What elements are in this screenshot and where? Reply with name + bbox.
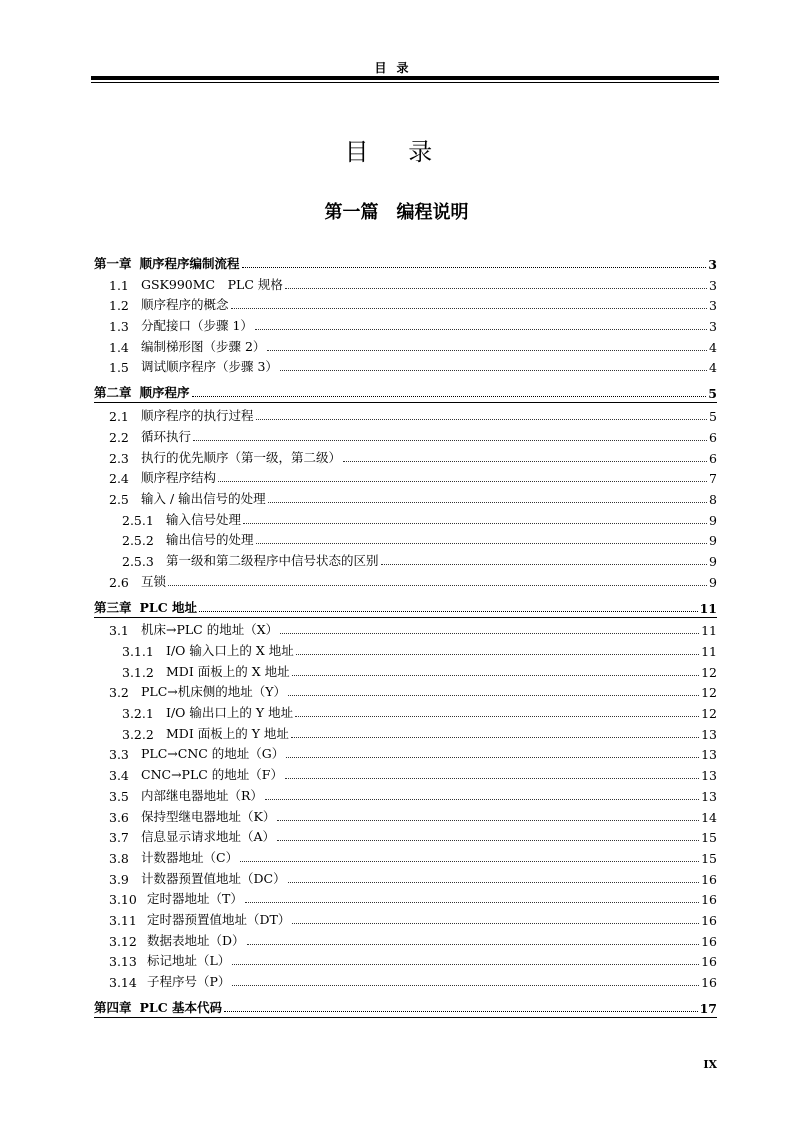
toc-entry[interactable] <box>94 507 717 528</box>
toc-dot-leader <box>268 502 707 503</box>
toc-entry-title: 顺序程序结构 <box>141 470 217 486</box>
toc-entry-number: 1.3 <box>109 319 129 335</box>
toc-entry[interactable] <box>94 887 717 908</box>
toc-dot-leader <box>232 985 699 986</box>
toc-entry[interactable] <box>94 928 717 949</box>
toc-entry-page: 12 <box>701 706 717 722</box>
toc-dot-leader <box>168 585 707 586</box>
toc-entry-title: 计数器预置值地址（DC） <box>141 870 286 886</box>
toc-entry-page: 3 <box>709 319 717 335</box>
toc-entry-title: 顺序程序编制流程 <box>139 256 240 271</box>
toc-entry-title: 子程序号（P） <box>147 974 231 989</box>
toc-entry-page: 7 <box>709 471 717 487</box>
toc-entry-number: 3.14 <box>109 975 137 990</box>
toc-entry-page: 6 <box>709 429 717 445</box>
toc-entry[interactable] <box>94 334 717 355</box>
toc-entry-title: 输入信号处理 <box>166 511 242 527</box>
toc-dot-leader <box>280 633 699 634</box>
toc-entry-page: 15 <box>701 850 717 866</box>
toc-dot-leader <box>292 923 699 924</box>
toc-entry-number: 3.2.2 <box>122 726 154 742</box>
toc-entry-title: 顺序程序 <box>139 385 190 401</box>
toc-entry-number: 3.12 <box>109 933 137 949</box>
toc-entry-page: 9 <box>709 512 717 528</box>
toc-entry-page: 4 <box>709 339 717 355</box>
toc-entry-page: 16 <box>701 892 717 908</box>
toc-dot-leader <box>243 523 707 524</box>
toc-dot-leader <box>218 481 707 482</box>
toc-entry[interactable] <box>94 825 717 846</box>
toc-dot-leader <box>285 288 707 289</box>
toc-entry[interactable] <box>94 313 717 334</box>
toc-dot-leader <box>224 1011 698 1012</box>
toc-entry-number: 3.6 <box>109 809 129 825</box>
toc-entry[interactable] <box>94 907 717 928</box>
toc-entry-number: 2.5.1 <box>122 512 154 528</box>
toc-dot-leader <box>285 778 699 779</box>
toc-entry[interactable] <box>94 403 717 424</box>
toc-entry-page: 9 <box>709 574 717 590</box>
toc-dot-leader <box>288 695 699 696</box>
toc-entry-page: 6 <box>709 450 717 466</box>
toc-entry[interactable] <box>94 680 717 701</box>
toc-dot-leader <box>296 654 699 655</box>
toc-entry-page: 15 <box>701 830 717 846</box>
toc-entry-number: 3.1 <box>109 623 129 639</box>
toc-entry-page: 17 <box>699 1001 717 1016</box>
toc-entry[interactable] <box>94 618 717 639</box>
toc-entry-number: 1.5 <box>109 360 129 376</box>
toc-entry[interactable] <box>94 721 717 742</box>
toc-entry-page: 3 <box>709 298 717 314</box>
toc-entry-number: 2.1 <box>109 409 129 425</box>
toc-dot-leader <box>192 396 707 397</box>
toc-entry-page: 16 <box>701 933 717 949</box>
toc-entry-title: 计数器地址（C） <box>141 849 239 865</box>
toc-entry-page: 11 <box>701 644 717 659</box>
toc-dot-leader <box>256 543 708 544</box>
toc-dot-leader <box>256 419 708 420</box>
toc-entry-page: 8 <box>709 491 717 507</box>
toc-dot-leader <box>292 675 700 676</box>
toc-dot-leader <box>242 267 707 268</box>
toc-entry-page: 5 <box>708 386 717 402</box>
toc-entry-number: 3.13 <box>109 954 137 970</box>
toc-entry-title: 标记地址（L） <box>147 953 231 969</box>
toc-entry-title: CNC→PLC 的地址（F） <box>141 767 283 783</box>
toc-entry-number: 第二章 <box>94 385 132 401</box>
toc-entry[interactable] <box>94 845 717 866</box>
toc-entry-title: 互锁 <box>141 573 167 589</box>
toc-entry-title: 编制梯形图（步骤 2） <box>141 338 266 354</box>
toc-entry-page: 13 <box>701 788 717 804</box>
toc-chapter-entry[interactable] <box>94 248 717 272</box>
toc-entry[interactable] <box>94 742 717 763</box>
toc-dot-leader <box>265 799 699 800</box>
toc-dot-leader <box>247 944 700 945</box>
toc-entry-number: 3.7 <box>109 830 129 846</box>
toc-entry[interactable] <box>94 466 717 487</box>
toc-dot-leader <box>199 611 698 612</box>
toc-entry[interactable] <box>94 638 717 659</box>
toc-entry[interactable] <box>94 949 717 970</box>
toc-entry[interactable] <box>94 548 717 569</box>
toc-entry[interactable] <box>94 355 717 376</box>
toc-dot-leader <box>267 350 707 351</box>
toc-entry-title: GSK990MC PLC 规格 <box>141 276 283 292</box>
toc-dot-leader <box>232 964 699 965</box>
toc-entry[interactable] <box>94 569 717 590</box>
toc-entry-title: 数据表地址（D） <box>147 932 245 948</box>
toc-entry[interactable] <box>94 762 717 783</box>
header-rule-thin <box>91 82 719 83</box>
toc-entry-title: 执行的优先顺序（第一级，第二级） <box>141 449 342 465</box>
toc-dot-leader <box>277 840 699 841</box>
toc-entry-title: MDI 面板上的 Y 地址 <box>166 725 289 741</box>
toc-entry-page: 11 <box>701 623 717 639</box>
toc-entry[interactable] <box>94 804 717 825</box>
toc-entry[interactable] <box>94 424 717 445</box>
toc-entry-number: 1.1 <box>109 277 129 293</box>
toc-entry-title: PLC→机床侧的地址（Y） <box>141 684 287 700</box>
toc-dot-leader <box>286 757 699 758</box>
toc-entry-title: 分配接口（步骤 1） <box>141 318 253 334</box>
toc-entry-page: 4 <box>709 360 717 376</box>
toc-entry-page: 16 <box>701 975 717 990</box>
toc-entry-number: 1.2 <box>109 298 129 314</box>
toc-entry-title: 第一级和第二级程序中信号状态的区别 <box>166 552 379 568</box>
toc-dot-leader <box>291 737 699 738</box>
toc-entry-number: 2.6 <box>109 574 129 590</box>
toc-entry[interactable] <box>94 272 717 293</box>
toc-entry-title: 信息显示请求地址（A） <box>141 829 276 845</box>
toc-chapter-entry[interactable] <box>94 592 717 618</box>
toc-dot-leader <box>255 329 707 330</box>
toc-dot-leader <box>343 461 707 462</box>
toc-entry-title: PLC 基本代码 <box>139 1000 223 1015</box>
toc-dot-leader <box>288 882 700 883</box>
toc-entry-page: 11 <box>699 600 717 616</box>
toc-entry-number: 第四章 <box>94 1000 132 1015</box>
toc-entry-page: 16 <box>701 954 717 970</box>
toc-entry-number: 3.10 <box>109 892 137 908</box>
toc-entry-page: 5 <box>709 409 717 425</box>
toc-entry-page: 16 <box>701 912 717 928</box>
part-title: 第一篇 编程说明 <box>324 202 469 223</box>
toc-entry-page: 16 <box>701 871 717 887</box>
toc-entry[interactable] <box>94 866 717 887</box>
toc-entry-number: 3.9 <box>109 871 129 887</box>
toc-dot-leader <box>295 716 699 717</box>
toc-entry-number: 3.2.1 <box>122 706 154 722</box>
toc-entry-number: 3.8 <box>109 850 129 866</box>
toc-entry-number: 3.1.1 <box>122 644 154 659</box>
toc-dot-leader <box>280 370 707 371</box>
toc-dot-leader <box>245 902 699 903</box>
toc-entry-page: 13 <box>701 768 717 784</box>
toc-entry[interactable] <box>94 969 717 990</box>
toc-entry-number: 2.5.2 <box>122 533 154 549</box>
toc-dot-leader <box>231 308 708 309</box>
toc-entry-number: 第三章 <box>94 599 132 615</box>
toc-entry-number: 1.4 <box>109 339 129 355</box>
page-title: 目 录 <box>344 138 449 166</box>
toc-entry-title: 顺序程序的概念 <box>141 297 229 313</box>
toc-entry-number: 2.2 <box>109 429 129 445</box>
toc-entry-number: 2.5 <box>109 491 129 507</box>
toc-dot-leader <box>381 564 708 565</box>
toc-entry-number: 第一章 <box>94 256 132 271</box>
toc-entry-number: 3.1.2 <box>122 664 154 680</box>
toc-entry[interactable] <box>94 783 717 804</box>
toc-entry-number: 3.3 <box>109 747 129 763</box>
toc-entry-number: 3.2 <box>109 685 129 701</box>
toc-chapter-entry[interactable] <box>94 377 717 403</box>
toc-entry-page: 3 <box>708 257 717 272</box>
toc-entry[interactable] <box>94 445 717 466</box>
toc-entry-number: 2.3 <box>109 450 129 466</box>
toc-entry-title: I/O 输出口上的 Y 地址 <box>166 705 294 721</box>
toc-entry-page: 12 <box>701 685 717 701</box>
toc-entry-title: 循环执行 <box>141 428 192 444</box>
toc-entry[interactable] <box>94 293 717 314</box>
toc-entry-title: I/O 输入口上的 X 地址 <box>166 643 294 658</box>
toc-entry-title: PLC 地址 <box>139 599 198 615</box>
toc-entry-title: 输入 / 输出信号的处理 <box>141 490 266 506</box>
toc-entry-page: 9 <box>709 533 717 549</box>
toc-dot-leader <box>193 440 707 441</box>
toc-entry-title: MDI 面板上的 X 地址 <box>166 663 290 679</box>
toc-entry[interactable] <box>94 700 717 721</box>
toc-entry-number: 3.4 <box>109 768 129 784</box>
toc-entry-title: PLC→CNC 的地址（G） <box>141 746 285 762</box>
toc-entry-title: 定时器预置值地址（DT） <box>147 911 291 927</box>
toc-entry-title: 输出信号的处理 <box>166 532 254 548</box>
toc-entry-page: 3 <box>709 277 717 293</box>
toc-entry-number: 2.4 <box>109 471 129 487</box>
header-rule-thick <box>91 76 719 80</box>
toc-entry-number: 3.5 <box>109 788 129 804</box>
toc-entry-page: 13 <box>701 747 717 763</box>
toc-entry[interactable] <box>94 528 717 549</box>
toc-dot-leader <box>277 820 699 821</box>
toc-entry-title: 机床→PLC 的地址（X） <box>141 622 279 638</box>
toc-dot-leader <box>240 861 699 862</box>
toc-entry[interactable] <box>94 659 717 680</box>
toc-entry-number: 3.11 <box>109 912 137 928</box>
toc-entry-title: 定时器地址（T） <box>147 891 243 907</box>
running-header: 目录 <box>374 61 419 75</box>
toc-entry-page: 12 <box>701 664 717 680</box>
toc-entry-title: 调试顺序程序（步骤 3） <box>141 359 278 375</box>
table-of-contents <box>94 246 717 1018</box>
toc-chapter-entry[interactable] <box>94 992 717 1018</box>
toc-entry-title: 保持型继电器地址（K） <box>141 808 276 824</box>
toc-entry-page: 13 <box>701 726 717 742</box>
toc-entry-page: 14 <box>701 809 717 825</box>
toc-entry-page: 9 <box>709 553 717 569</box>
toc-entry-title: 顺序程序的执行过程 <box>141 408 254 424</box>
page-number: IX <box>703 1058 717 1071</box>
toc-entry-title: 内部继电器地址（R） <box>141 787 263 803</box>
toc-entry[interactable] <box>94 486 717 507</box>
toc-entry-number: 2.5.3 <box>122 553 154 569</box>
